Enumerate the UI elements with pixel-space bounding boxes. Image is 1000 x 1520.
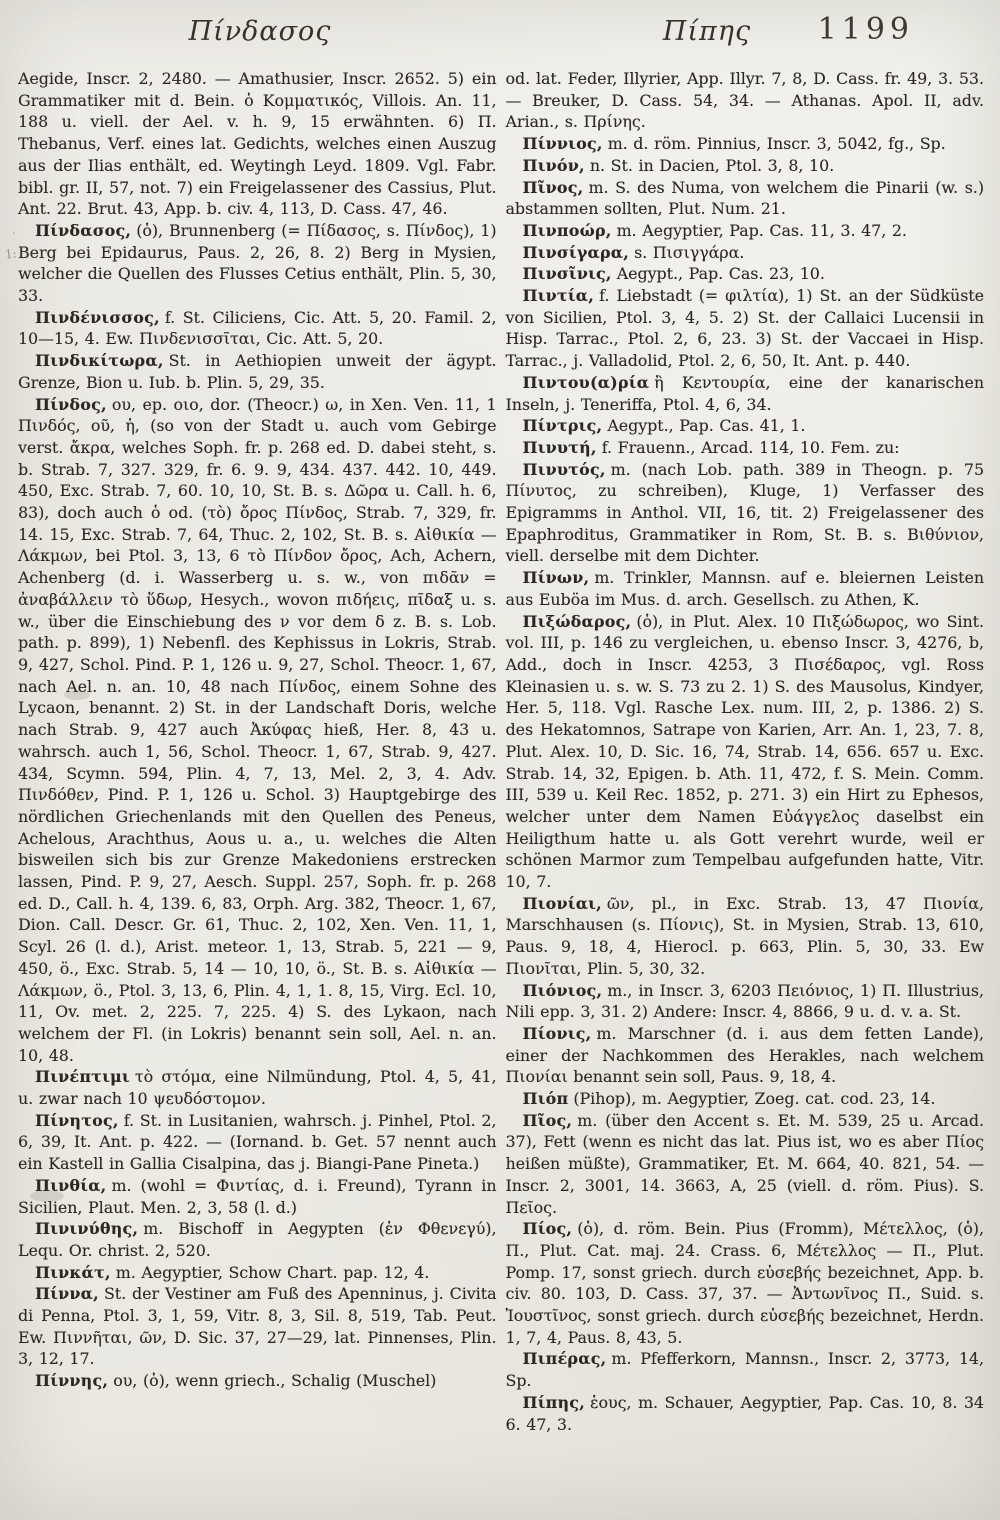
entry-headword: Πιντου(α)ρία [522, 372, 650, 392]
dictionary-entry [18, 1110, 497, 1175]
running-title-left: Πίνδασος [188, 16, 332, 47]
entry-text: f. Frauenn., Arcad. 114, 10. Fem. zu: [601, 437, 900, 457]
entry-text: (ὁ), in Plut. Alex. 10 Πιξώδωρος, wo Sint. vol. III, p. 146 zu vergleichen, u. ebenso Inscr. 3, 4276, b, Add., doch in Inscr. 4253, 3 Πισέδαρος, vgl. Ross Kleinasien u. s. w. S. 73 zu 2. 1) S. des Mausolus, Kindyer, Her. 5, 118. Vgl. Rasche Lex. num. III, 2, p. 1386. 2) S. des Hekatomnos, Satrape von Karien, Arr. An. 1, 23, 7. 8, Plut. Alex. 10, D. Sic. 16, 74, Strab. 14, 656. 657 u. Exc. Strab. 14, 32, Epigen. b. Ath. 11, 472, f. S. Mein. Comm. III, 539 u. Keil Rec. 1852, p. 271. 3) ein Hirt zu Ephesos, welcher unter dem Namen Εὐάγγελος daselbst ein Heiligthum hatte u. als Gott verehrt wurde, weil er schönen Marmor zum Tempelbau aufgefunden hatte, Vitr. 10, 7. [505, 611, 984, 892]
dictionary-entry [506, 1110, 985, 1219]
entry-headword: Πινδικίτωρα, [35, 351, 164, 371]
entry-text: m. S. des Numa, von welchem die Pinarii (w. s.) abstammen sollten, Plut. Num. 21. [505, 177, 984, 219]
dictionary-entry [506, 242, 985, 264]
entry-headword: Πινυτός, [522, 459, 606, 479]
entry-text: m. Pfefferkorn, Mannsn., Inscr. 2, 3773, 14, Sp. [505, 1349, 984, 1391]
entry-headword: Πῖνος, [522, 177, 584, 197]
dictionary-entry [18, 220, 497, 307]
dictionary-entry [18, 307, 497, 350]
entry-text: Aegypt., Pap. Cas. 41, 1. [607, 416, 806, 436]
entry-text: m., in Inscr. 3, 6203 Πειόνιος, 1) Π. Illustrius, Nili epp. 3, 31. 2) Andere: Inscr. 4, 8866, 9 u. d. v. a. St. [505, 980, 984, 1022]
dictionary-entry [18, 1066, 497, 1109]
entry-headword: Πινέπτιμι [35, 1067, 130, 1087]
entry-headword: Πίονις, [522, 1023, 592, 1043]
dictionary-entry [506, 1088, 985, 1110]
dictionary-entry [18, 1218, 497, 1261]
dictionary-entry [18, 394, 497, 1067]
entry-text: St. der Vestiner am Fuß des Apenninus, j. Civita di Penna, Ptol. 3, 1, 59, Vitr. 8, 3, Sil. 8, 519, Tab. Peut. Ew. Πιννῆται, ῶν, D. Sic. 37, 27—29, lat. Pinnenses, Plin. 3, 12, 17. [18, 1284, 497, 1369]
entry-text: m. d. röm. Pinnius, Inscr. 3, 5042, fg., Sp. [607, 134, 946, 154]
entry-text: f. St. in Lusitanien, wahrsch. j. Pinhel, Ptol. 2, 6, 39, It. Ant. p. 422. — (Iornand. b. Get. 57 nennt auch ein Kastell in Gallia Cisalpina, das j. Biangi-Pane Pineta.) [18, 1110, 497, 1174]
entry-headword: Πινκάτ, [35, 1262, 111, 1282]
dictionary-entry [506, 415, 985, 437]
dictionary-entry [18, 350, 497, 393]
entry-text: ἑους, m. Schauer, Aegyptier, Pap. Cas. 10, 8. 34 6. 47, 3. [505, 1392, 984, 1434]
entry-headword: Πιόπ [522, 1089, 569, 1109]
dictionary-entry [506, 1392, 985, 1435]
entry-headword: Πιονίαι, [522, 893, 602, 913]
entry-text: (ὁ), d. röm. Bein. Pius (Fromm), Μέτελλος, (ὁ), Π., Plut. Cat. maj. 24. Crass. 6, Μέτελλος — Π., Plut. Pomp. 17, sonst griech. durch εὐσεβής bezeichnet, App. b. civ. 80. 103, D. Cass. 37, 37. — Ἀντωνῖνος Π., Suid. s. Ἰουστῖνος, sonst griech. durch εὐσεβής bezeichnet, Herdn. 1, 7, 4, Paus. 8, 43, 5. [505, 1219, 984, 1347]
entry-text: od. lat. Feder, Illyrier, App. Illyr. 7, 8, D. Cass. fr. 49, 3. 53. — Breuker, D. Cass. 54, 34. — Athanas. Apol. II, adv. Arian., s. Πρίνης. [505, 69, 984, 132]
entry-headword: Πινθία, [35, 1175, 107, 1195]
entry-headword: Πίνδος, [35, 394, 107, 414]
entry-text: ἢ Κεντουρία, eine der kanarischen Inseln, j. Teneriffa, Ptol. 4, 6, 34. [505, 372, 984, 414]
entry-headword: Πινινύθης, [35, 1219, 139, 1239]
entry-text: (ὁ), Brunnenberg (= Πίδασος, s. Πίνδος), 1) Berg bei Epidaurus, Paus. 2, 26, 8. 2) Berg in Mysien, welcher die Quellen des Flusses Cetius enthält, Plin. 5, 30, 33. [18, 220, 497, 306]
entry-headword: Πιντία, [522, 286, 595, 306]
entry-headword: Πινδένισσος, [35, 307, 160, 327]
entry-text: m. Aegyptier, Schow Chart. pap. 12, 4. [115, 1262, 430, 1282]
dictionary-entry [18, 1175, 497, 1218]
entry-text: m. (über den Accent s. Et. M. 539, 25 u. Arcad. 37), Fett (wenn es nicht das lat. Pius ist, wo es aber Πίος heißen müßte), Grammatiker, Et. M. 664, 40. 821, 54. — Inscr. 2, 3001, 14. 3663, A, 25 (viell. d. röm. Pius). S. Πεῖος. [505, 1110, 984, 1217]
scan-artifact-margin-mark: , [11, 224, 16, 237]
entry-headword: Πινποώρ, [522, 220, 612, 240]
entry-text: St. in Aethiopien unweit der ägypt. Grenze, Bion u. Iub. b. Plin. 5, 29, 35. [18, 351, 497, 392]
dictionary-entry [506, 220, 985, 242]
entry-headword: Πίννης, [35, 1371, 109, 1391]
dictionary-entry [506, 285, 985, 372]
dictionary-entry [506, 1348, 985, 1391]
entry-text: s. Πισιγγάρα. [634, 242, 745, 262]
dictionary-entry [18, 1262, 497, 1284]
dictionary-entry [506, 177, 985, 220]
dictionary-entry [506, 372, 985, 415]
dictionary-entry [506, 459, 985, 568]
entry-text: f. St. Ciliciens, Cic. Att. 5, 20. Famil. 2, 10—15, 4. Ew. Πινδενισσῖται, Cic. Att. 5, 20. [18, 307, 497, 349]
dictionary-entry [18, 68, 497, 220]
entry-text: n. St. in Dacien, Ptol. 3, 8, 10. [589, 155, 835, 175]
dictionary-entry [506, 68, 985, 133]
entry-headword: Πινσῖνις, [522, 264, 612, 284]
entry-text: m. (wohl = Φιντίας, d. i. Freund), Tyrann in Sicilien, Plaut. Men. 2, 3, 58 (l. d.) [18, 1175, 497, 1217]
dictionary-entry [506, 893, 985, 980]
entry-headword: Πινσίγαρα, [522, 242, 630, 262]
entry-headword: Πινόν, [522, 155, 585, 175]
scan-artifact-margin-mark: 1: [4, 246, 18, 262]
entry-headword: Πῖος, [522, 1110, 573, 1130]
dictionary-entry [506, 980, 985, 1023]
entry-headword: Πίνων, [522, 568, 590, 588]
dictionary-entry [506, 611, 985, 893]
dictionary-entry [506, 437, 985, 459]
dictionary-entry [506, 1218, 985, 1348]
entry-text: m. Marschner (d. i. aus dem fetten Lande), einer der Nachkommen des Herakles, nach welchem Πιονίαι benannt sein soll, Paus. 9, 18, 4. [505, 1023, 984, 1087]
dictionary-entry [18, 1283, 497, 1370]
entry-text: m. Aegyptier, Pap. Cas. 11, 3. 47, 2. [616, 220, 907, 240]
entry-headword: Πίπης, [522, 1392, 586, 1412]
entry-headword: Πιξώδαρος, [522, 611, 632, 631]
entry-text: ῶν, pl., in Exc. Strab. 13, 47 Πιονία, Marschhausen (s. Πίονις), St. in Mysien, Strab. 13, 610, Paus. 9, 18, 4, Hierocl. p. 663, Plin. 5, 30, 33. Ew Πιονῖται, Plin. 5, 30, 32. [505, 893, 984, 978]
entry-headword: Πίος, [522, 1219, 573, 1239]
running-title-right: Πίπης [662, 16, 752, 47]
dictionary-entry [506, 155, 985, 177]
entry-headword: Πίνδασος, [35, 220, 132, 240]
entry-headword: Πινυτή, [522, 437, 597, 457]
entry-text: τὸ στόμα, eine Nilmündung, Ptol. 4, 5, 41, u. zwar nach 10 ψευδόστομον. [18, 1067, 497, 1109]
entry-text: m. (nach Lob. path. 389 in Theogn. p. 75 Πίνυτος, zu schreiben), Kluge, 1) Verfasser des Epigramms in Anthol. VII, 16, tit. 2) Freigelassener des Epaphroditus, Grammatiker in Rom, St. B. s. Βιθύνιον, viell. derselbe mit dem Dichter. [505, 459, 984, 566]
entry-headword: Πίννιος, [522, 134, 603, 154]
entry-headword: Πίννα, [35, 1284, 99, 1304]
page-header [20, 10, 980, 60]
entry-text: m. Trinkler, Mannsn. auf e. bleiernen Leisten aus Euböa im Mus. d. arch. Gesellsch. zu Athen, K. [505, 568, 984, 609]
dictionary-entry [18, 1370, 497, 1392]
page-number: 1199 [817, 12, 914, 47]
entry-headword: Πίντρις, [522, 416, 603, 436]
entry-headword: Πιπέρας, [522, 1349, 607, 1369]
dictionary-entry [506, 133, 985, 155]
entry-text: (Pihop), m. Aegyptier, Zoeg. cat. cod. 23, 14. [573, 1089, 936, 1109]
entry-headword: Πιόνιος, [522, 980, 603, 1000]
entry-headword: Πίνητος, [35, 1110, 119, 1130]
entry-text: ου, (ὁ), wenn griech., Schalig (Muschel) [113, 1371, 437, 1391]
entry-text: Aegypt., Pap. Cas. 23, 10. [616, 264, 825, 284]
left-column [18, 68, 497, 1435]
entry-text: m. Bischoff in Aegypten (ἐν Φθενεγύ), Lequ. Or. christ. 2, 520. [18, 1219, 497, 1260]
entry-text: ου, ep. οιο, dor. (Theocr.) ω, in Xen. Ven. 11, 1 Πινδός, οῦ, ἡ, (so von der Stadt u. auch vom Gebirge verst. ἄκρα, welches Soph. fr. p. 268 ed. D. dabei steht, s. b. Strab. 7, 327. 329, fr. 6. 9. 9, 434. 437. 442. 10, 449. 450, Exc. Strab. 7, 60. 10, 10, St. B. s. Δῶρα u. Call. h. 6, 83), doch auch ὁ od. (τὸ) ὄρος Πίνδος, Strab. 7, 329, fr. 14. 15, Exc. Strab. 7, 64, Thuc. 2, 102, St. B. s. Αἰθικία — Λάκμων, bei Ptol. 3, 13, 6 τὸ Πίνδον ὄρος, Ach, Achern, Achenberg (d. i. Wasserberg u. s. w., von πιδᾶν = ἀναβάλλειν τὸ ὕδωρ, Hesych., wovon πιδήεις, πῖδαξ u. s. w., über die Einschiebung des ν vor dem δ z. B. s. Lob. path. p. 899), 1) Nebenfl. des Kephissus in Lokris, Strab. 9, 427, Schol. Pind. P. 1, 126 u. 9, 27, Schol. Theocr. 1, 67, nach Ael. n. an. 10, 48 nach Πίνδος, einem Sohne des Lycaon, benannt. 2) St. in der Landschaft Doris, welche nach Strab. 9, 427 auch Ἀκύφας hieß, Her. 8, 43 u. wahrsch. auch 1, 56, Schol. Theocr. 1, 67, Strab. 9, 427. 434, Scymn. 594, Plin. 4, 7, 13, Mel. 2, 3, 4. Adv. Πινδόθεν, Pind. P. 1, 126 u. Schol. 3) Hauptgebirge des nördlichen Griechenlands mit den Quellen des Peneus, Achelous, Arachthus, Aous u. a., u. welches die Alten bisweilen sich bis zur Grenze Makedoniens erstrecken lassen, Pind. P. 9, 27, Aesch. Suppl. 257, Soph. fr. p. 268 ed. D., Call. h. 4, 139. 6, 83, Orph. Arg. 382, Theocr. 1, 67, Dion. Call. Descr. Gr. 61, Thuc. 2, 102, Xen. Ven. 11, 1, Scyl. 26 (l. d.), Arist. meteor. 1, 13, Strab. 5, 221 — 9, 450, ö., Exc. Strab. 5, 14 — 10, 10, ö., St. B. s. Αἰθικία — Λάκμων, ö., Ptol. 3, 13, 6, Plin. 4, 1, 1. 8, 15, Virg. Ecl. 10, 11, Ov. met. 2, 225. 7, 225. 4) S. des Lykaon, nach welchem der Fl. (in Lokris) benannt sein soll, Ael. n. an. 10, 48. [18, 394, 497, 1065]
dictionary-entry [506, 263, 985, 285]
dictionary-entry [506, 1023, 985, 1088]
entry-text: Aegide, Inscr. 2, 2480. — Amathusier, Inscr. 2652. 5) ein Grammatiker mit d. Bein. ὁ Κομματικός, Villois. An. 11, 188 u. viell. der Ael. v. h. 9, 15 erwähnten. 6) Π. Thebanus, Verf. eines lat. Gedichts, welches einen Auszug aus der Ilias enthält, ed. Weytingh Leyd. 1809. Vgl. Fabr. bibl. gr. II, 57, not. 7) ein Freigelassener des Cassius, Plut. Ant. 22. Brut. 43, App. b. civ. 4, 113, D. Cass. 47, 46. [18, 69, 497, 219]
entry-text: f. Liebstadt (= φιλτία), 1) St. an der Südküste von Sicilien, Ptol. 3, 4, 5. 2) St. der Callaici Lucensii in Hisp. Tarrac., Ptol. 2, 6, 23. 3) St. der Vaccaei in Hisp. Tarrac., j. Valladolid, Ptol. 2, 6, 50, It. Ant. p. 440. [505, 286, 984, 371]
right-column [506, 68, 985, 1435]
text-columns [18, 68, 984, 1435]
dictionary-entry [506, 567, 985, 610]
